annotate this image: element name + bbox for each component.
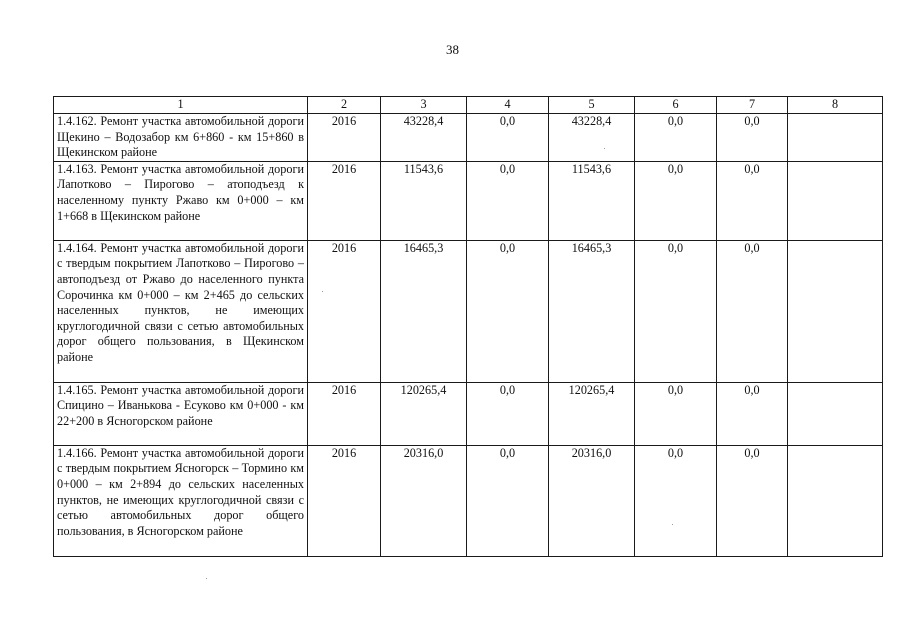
row-col3: 43228,4	[381, 114, 467, 162]
row-year: 2016	[308, 161, 381, 240]
row-description: 1.4.163. Ремонт участка автомобильной дороги Лапотково – Пирогово – атоподъезд к населенному пункту Ржаво км 0+000 – км 1+668 в Щекинском районе	[54, 161, 308, 240]
row-col4: 0,0	[467, 445, 549, 556]
row-col8	[788, 445, 883, 556]
row-col4: 0,0	[467, 114, 549, 162]
row-col5: 43228,4	[549, 114, 635, 162]
row-col7: 0,0	[717, 240, 788, 382]
header-cell: 4	[467, 97, 549, 114]
table-row	[54, 240, 883, 382]
scan-speck	[322, 291, 323, 292]
row-col5: 20316,0	[549, 445, 635, 556]
row-year: 2016	[308, 114, 381, 162]
row-col4: 0,0	[467, 240, 549, 382]
row-year: 2016	[308, 445, 381, 556]
table-header-row	[54, 97, 883, 114]
row-col3: 16465,3	[381, 240, 467, 382]
row-col7: 0,0	[717, 114, 788, 162]
table-row	[54, 382, 883, 445]
row-col6: 0,0	[635, 445, 717, 556]
row-col8	[788, 382, 883, 445]
row-col4: 0,0	[467, 161, 549, 240]
row-col6: 0,0	[635, 114, 717, 162]
row-col3: 120265,4	[381, 382, 467, 445]
roads-repair-table	[53, 96, 883, 557]
table-row	[54, 114, 883, 162]
header-cell: 1	[54, 97, 308, 114]
header-cell: 7	[717, 97, 788, 114]
scan-speck	[206, 578, 207, 579]
header-cell: 2	[308, 97, 381, 114]
row-col7: 0,0	[717, 445, 788, 556]
row-col7: 0,0	[717, 161, 788, 240]
row-col3: 11543,6	[381, 161, 467, 240]
row-col8	[788, 240, 883, 382]
row-col8	[788, 161, 883, 240]
table-row	[54, 445, 883, 556]
scan-speck	[604, 148, 605, 149]
row-col5: 120265,4	[549, 382, 635, 445]
table-row	[54, 161, 883, 240]
row-col5: 16465,3	[549, 240, 635, 382]
row-col7: 0,0	[717, 382, 788, 445]
header-cell: 5	[549, 97, 635, 114]
row-col6: 0,0	[635, 161, 717, 240]
scan-speck	[672, 524, 673, 525]
row-col6: 0,0	[635, 382, 717, 445]
row-col8	[788, 114, 883, 162]
row-description: 1.4.165. Ремонт участка автомобильной дороги Спицино – Иванькова - Есуково км 0+000 - км 22+200 в Ясногорском районе	[54, 382, 308, 445]
page-number: 38	[446, 42, 459, 57]
row-description: 1.4.164. Ремонт участка автомобильной дороги с твердым покрытием Лапотково – Пирогово – автоподъезд от Ржаво до населенного пункта Сорочинка км 0+000 – км 2+465 до сельских населенных пунктов, не имеющих круглогодичной связи с сетью автомобильных дорог общего пользования, в Щекинском районе	[54, 240, 308, 382]
row-description: 1.4.166. Ремонт участка автомобильной дороги с твердым покрытием Ясногорск – Тормино км 0+000 – км 2+894 до сельских населенных пунктов, не имеющих круглогодичной связи с сетью автомобильных дорог общего пользования, в Ясногорском районе	[54, 445, 308, 556]
row-year: 2016	[308, 382, 381, 445]
header-cell: 8	[788, 97, 883, 114]
row-col3: 20316,0	[381, 445, 467, 556]
header-cell: 6	[635, 97, 717, 114]
row-col4: 0,0	[467, 382, 549, 445]
row-year: 2016	[308, 240, 381, 382]
row-col6: 0,0	[635, 240, 717, 382]
header-cell: 3	[381, 97, 467, 114]
row-col5: 11543,6	[549, 161, 635, 240]
row-description: 1.4.162. Ремонт участка автомобильной дороги Щекино – Водозабор км 6+860 - км 15+860 в Щекинском районе	[54, 114, 308, 162]
